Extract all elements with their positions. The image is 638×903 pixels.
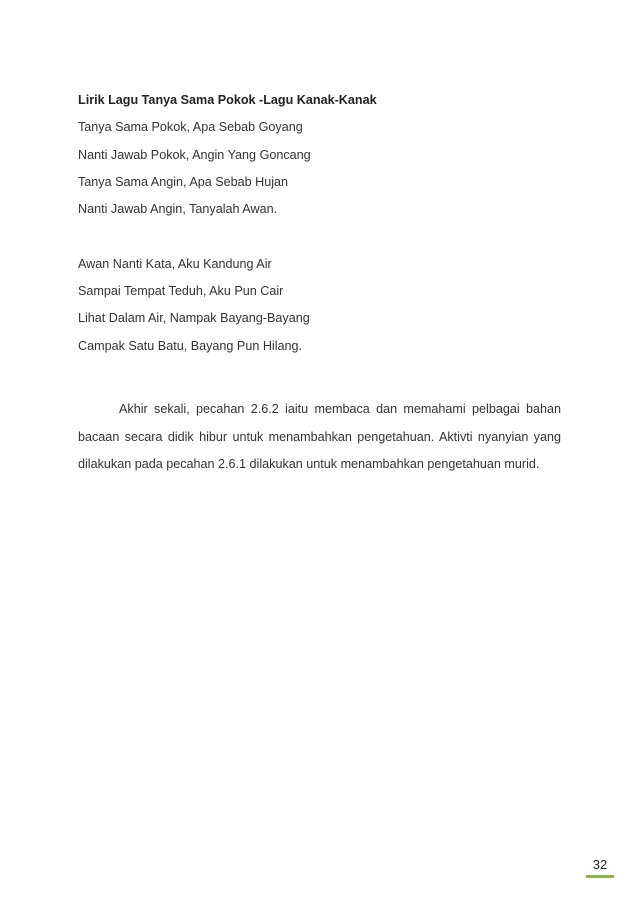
lyric-line: Sampai Tempat Teduh, Aku Pun Cair <box>78 284 284 298</box>
lyric-line: Tanya Sama Angin, Apa Sebab Hujan <box>78 175 289 189</box>
lyric-line: Tanya Sama Pokok, Apa Sebab Goyang <box>78 120 303 134</box>
lyric-line: Campak Satu Batu, Bayang Pun Hilang. <box>78 339 303 353</box>
song-title: Lirik Lagu Tanya Sama Pokok -Lagu Kanak-Kanak <box>78 93 377 107</box>
lyric-line: Awan Nanti Kata, Aku Kandung Air <box>78 257 272 271</box>
body-paragraph: Akhir sekali, pecahan 2.6.2 iaitu membaca dan memahami pelbagai bahan bacaan secara didik hibur untuk menambahkan pengetahuan. Aktivti nyanyian yang dilakukan pada pecahan 2.6.1 dilakukan untuk menambahkan pengetahuan murid. <box>78 402 561 471</box>
lyric-line: Nanti Jawab Pokok, Angin Yang Goncang <box>78 148 311 162</box>
page-number: 32 <box>592 857 608 872</box>
lyric-line: Lihat Dalam Air, Nampak Bayang-Bayang <box>78 311 310 325</box>
page-number-underline <box>586 875 614 878</box>
lyric-line: Nanti Jawab Angin, Tanyalah Awan. <box>78 202 278 216</box>
